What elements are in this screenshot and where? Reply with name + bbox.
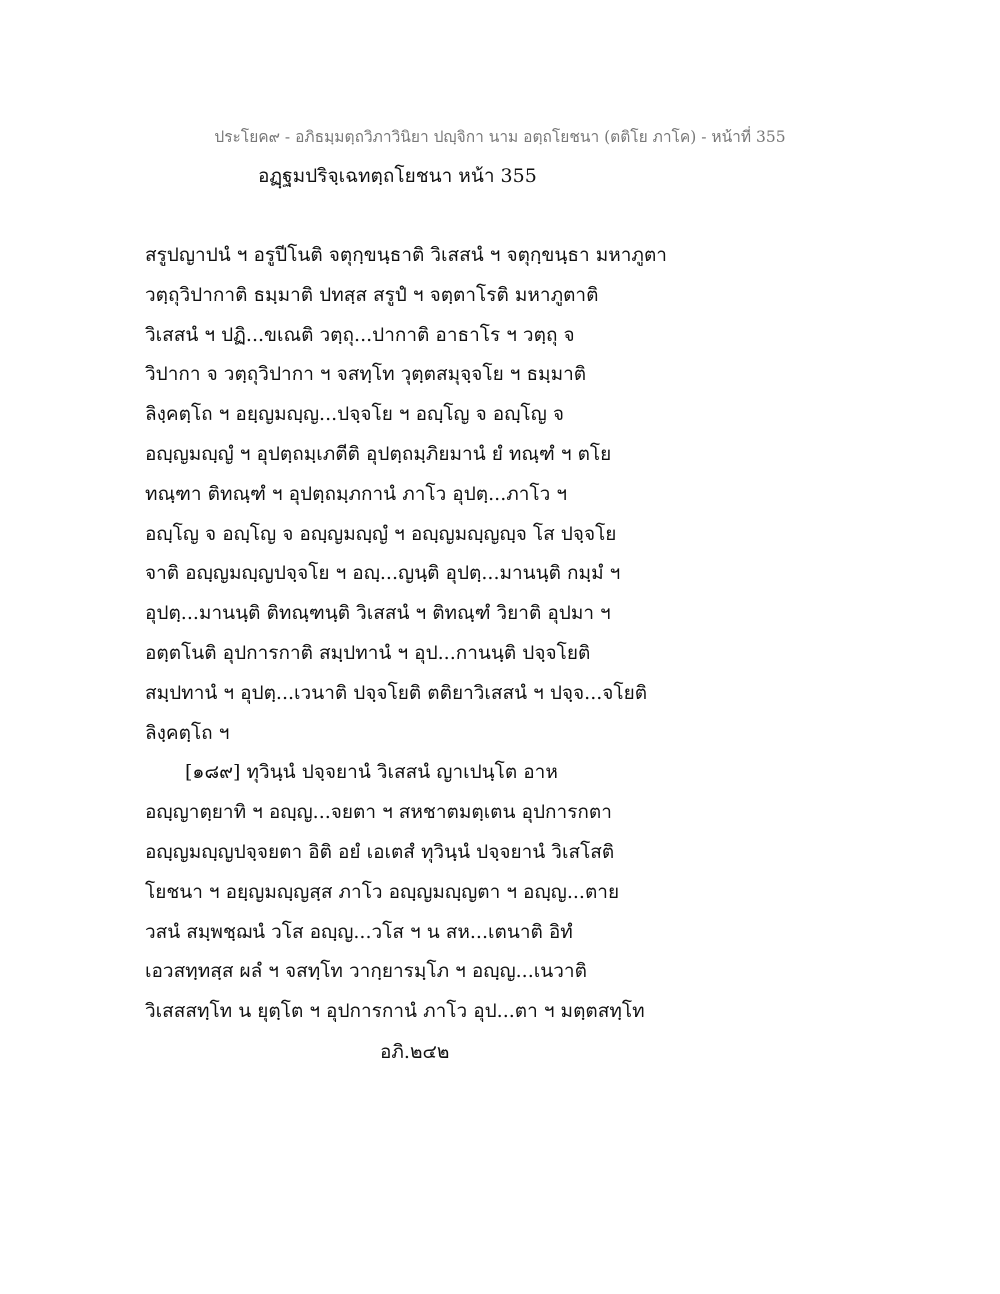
text-line: อตฺตโนติ อุปการกาติ สมฺปทานํ ฯ อุป...กานนฺติ ปจฺจโยติ — [145, 641, 591, 664]
text-line: ทณฺฑา ติทณฺฑํ ฯ อุปตฺถมฺภกานํ ภาโว อุปตฺ...ภาโว ฯ — [145, 482, 568, 505]
text-line: อญฺญมญฺญํ ฯ อุปตฺถมฺเภตีติ อุปตฺถมฺภิยมานํ ยํ ทณฺฑํ ฯ ตโย — [145, 442, 612, 465]
text-line: จาติ อญฺญมญฺญปจฺจโย ฯ อญฺ...ญนฺติ อุปตฺ...มานนฺติ กมฺมํ ฯ — [145, 562, 621, 585]
text-line: ลิงฺคตฺโถ ฯ — [145, 721, 230, 744]
text-line: สรูปญาปนํ ฯ อรูปีโนติ จตุกฺขนฺธาติ วิเสสนํ ฯ จตุกฺขนฺธา มหาภูตา — [145, 244, 667, 266]
section-title: อฏฺฐมปริจฺเฉทตฺถโยชนา หน้า 355 — [258, 165, 537, 187]
text-line: โยชนา ฯ อยฺญมญฺญสฺส ภาโว อญฺญมญฺญตา ฯ อญฺญ...ตาย — [145, 880, 620, 903]
text-line: วิเสสนํ ฯ ปฏิ...ขเณติ วตฺถุ...ปากาติ อาธาโร ฯ วตฺถุ จ — [145, 323, 575, 346]
text-line: วิปากา จ วตฺถุวิปากา ฯ จสทฺโท วุตฺตสมุจฺจโย ฯ ธมฺมาติ — [145, 363, 587, 386]
body-text — [145, 236, 865, 1032]
text-line: ลิงฺคตฺโถ ฯ อยฺญมญฺญ...ปจฺจโย ฯ อญฺโญ จ อญฺโญ จ — [145, 403, 564, 426]
running-header: ประโยค๙ - อภิธมฺมตฺถวิภาวินิยา ปญฺจิกา นาม อตฺถโยชนา (ตติโย ภาโค) - หน้าที่ 355 — [214, 128, 786, 146]
page-folio: อภิ.๒๔๒ — [380, 1041, 450, 1063]
text-line: อญฺญมญฺญปจฺจยตา อิติ อยํ เอเตสํ ทุวินฺนํ ปจฺจยานํ วิเสโสติ — [145, 840, 615, 863]
text-line: เอวสทฺทสฺส ผลํ ฯ จสทฺโท วากฺยารมฺโภ ฯ อญฺญ...เนวาติ — [145, 960, 587, 983]
text-line: อญฺญาตฺยาทิ ฯ อญฺญ...จยตา ฯ สหชาตมตฺเตน อุปการกตา — [145, 801, 612, 824]
paragraph-start-line: [๑๘๙] ทุวินฺนํ ปจฺจยานํ วิเสสนํ ญาเปนฺโต อาห — [185, 761, 558, 784]
text-line: สมฺปทานํ ฯ อุปตฺ...เวนาติ ปจฺจโยติ ตติยาวิเสสนํ ฯ ปจฺจ...จโยติ — [145, 681, 648, 704]
text-line: วตฺถุวิปากาติ ธมฺมาติ ปทสฺส สรูปํ ฯ จตฺตาโรติ มหาภูตาติ — [145, 283, 599, 306]
text-line: วิเสสสทฺโท น ยุตฺโต ฯ อุปการกานํ ภาโว อุป...ตา ฯ มตฺตสทฺโท — [145, 1000, 645, 1023]
text-line: วสนํ สมฺพชฺฌนํ วโส อญฺญ...วโส ฯ น สห...เตนาติ อิทํ — [145, 920, 573, 943]
text-line: อุปตฺ...มานนฺติ ติทณฺฑนฺติ วิเสสนํ ฯ ติทณฺฑํ วิยาติ อุปมา ฯ — [145, 602, 611, 625]
text-line: อญฺโญ จ อญฺโญ จ อญฺญมญฺญํ ฯ อญฺญมญฺญญฺจ โส ปจฺจโย — [145, 522, 617, 545]
